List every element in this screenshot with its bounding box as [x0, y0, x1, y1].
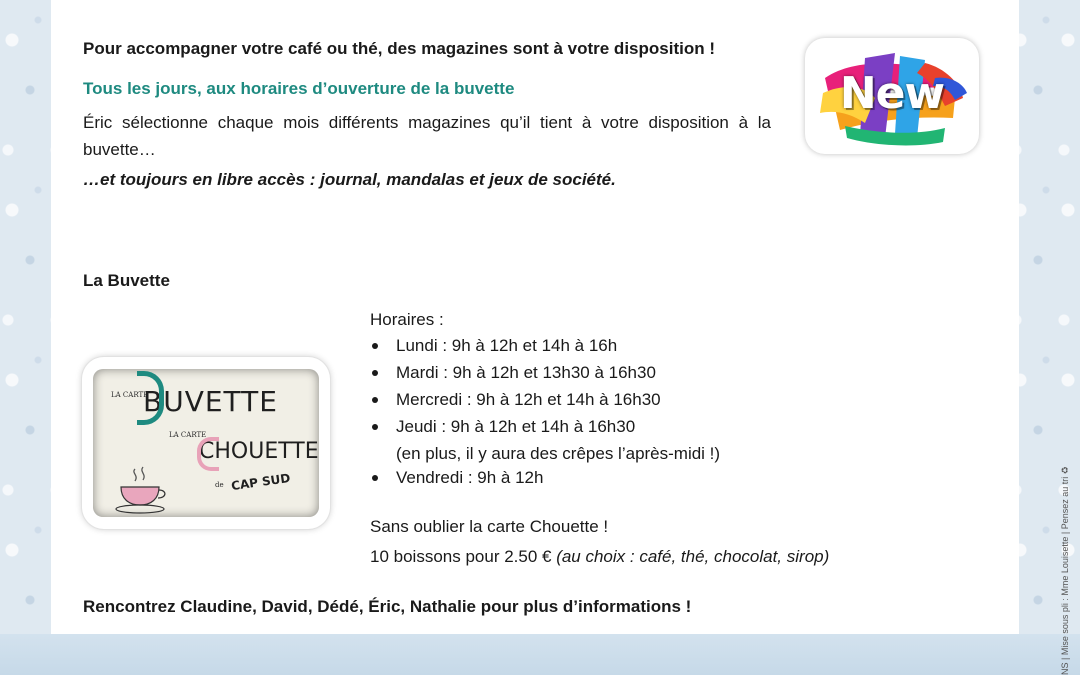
drinks-main: 10 boissons pour 2.50 € [370, 547, 557, 566]
card-brand: CAP SUD [230, 470, 292, 494]
drinks-offer [370, 543, 829, 570]
card-la-carte-label-2: LA CARTE [169, 431, 207, 439]
free-access-line: …et toujours en libre accès : journal, mandalas et jeux de société. [83, 170, 616, 189]
intro-body: Éric sélectionne chaque mois différents magazines qu’il tient à votre disposition à la buvette… [83, 113, 771, 159]
contact-line: Rencontrez Claudine, David, Dédé, Éric, Nathalie pour plus d’informations ! [83, 597, 692, 616]
card-chouette-word: CHOUETTE [199, 439, 319, 464]
drinks-choice: (au choix : café, thé, chocolat, sirop) [556, 547, 830, 566]
buvette-card [93, 369, 319, 517]
buvette-title: La Buvette [83, 271, 170, 290]
new-badge-image [805, 38, 979, 154]
list-item [370, 413, 720, 467]
hours-note: (en plus, il y aura des crêpes l’après-midi !) [396, 444, 721, 463]
card-de-label: de [215, 481, 224, 489]
card-la-carte-label: LA CARTE [111, 391, 149, 399]
side-credit-text: NS | Mise sous pli : Mme Louisette | Pensez au tri ♻ [1060, 466, 1070, 675]
bottom-background-band [0, 634, 1080, 675]
card-reminder: Sans oublier la carte Chouette ! [370, 517, 609, 536]
list-item [370, 464, 720, 491]
hours-text: Vendredi : 9h à 12h [396, 468, 544, 487]
buvette-card-frame [82, 357, 330, 529]
intro-subheadline: Tous les jours, aux horaires d’ouverture de la buvette [83, 79, 515, 98]
hours-label: Horaires : [370, 310, 444, 329]
coffee-cup-icon [113, 465, 173, 515]
list-item [370, 359, 720, 386]
hours-text: Mardi : 9h à 12h et 13h30 à 16h30 [396, 363, 656, 382]
list-item [370, 386, 720, 413]
hours-text: Jeudi : 9h à 12h et 14h à 16h30 [396, 417, 636, 436]
card-chouette-initial-mark [197, 437, 219, 471]
hours-text: Mercredi : 9h à 12h et 14h à 16h30 [396, 390, 661, 409]
hours-list [370, 332, 720, 491]
hours-text: Lundi : 9h à 12h et 14h à 16h [396, 336, 618, 355]
intro-headline: Pour accompagner votre café ou thé, des magazines sont à votre disposition ! [83, 39, 715, 58]
side-credit [1046, 460, 1070, 675]
new-badge-text: New [839, 68, 945, 119]
content-panel [51, 0, 1019, 634]
card-buvette-initial-mark [137, 371, 164, 425]
card-buvette-word: BUVETTE [143, 385, 278, 418]
list-item [370, 332, 720, 359]
